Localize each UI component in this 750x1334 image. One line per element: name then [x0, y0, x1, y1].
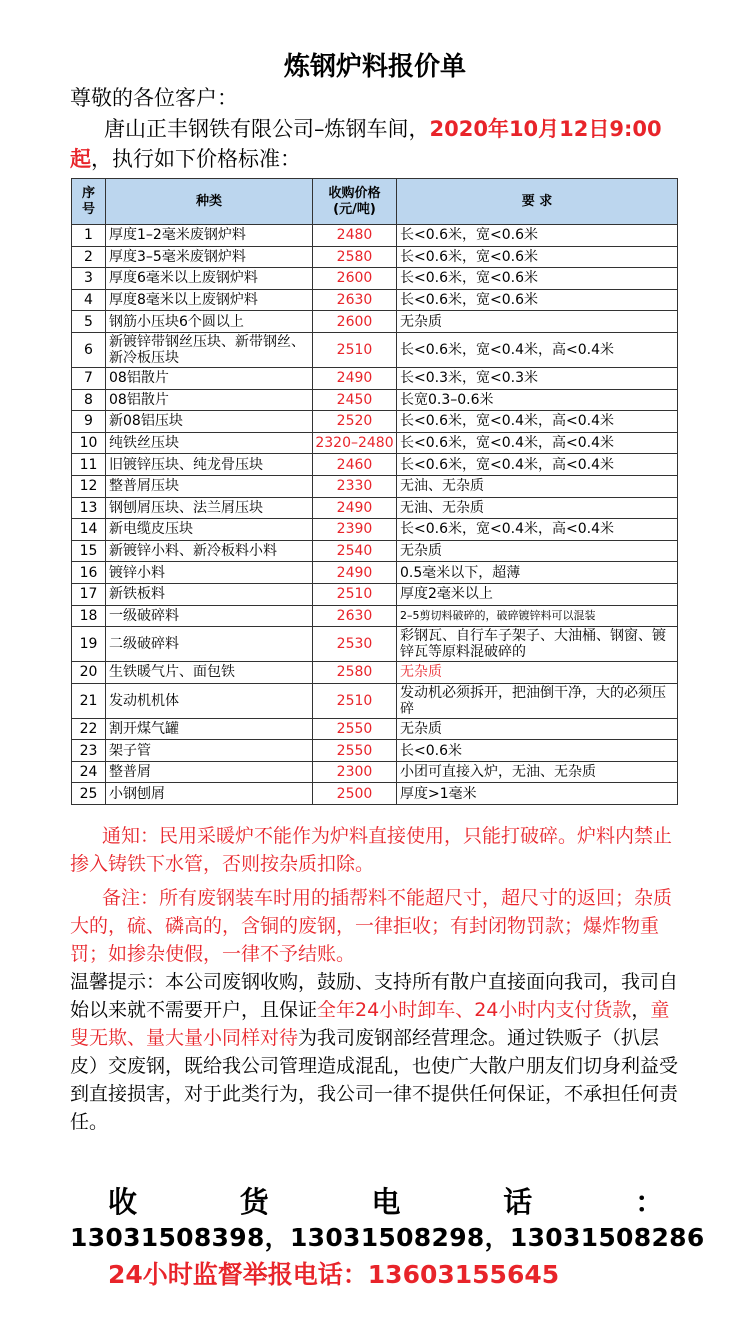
row-price: 2500: [313, 783, 397, 805]
row-type: 新镀锌小料、新冷板料小料: [106, 540, 313, 562]
table-row: [72, 497, 678, 519]
table-row: [72, 432, 678, 454]
row-price: 2490: [313, 497, 397, 519]
table-row: [72, 519, 678, 541]
row-requirement: 长<0.6米，宽<0.6米: [397, 268, 678, 290]
row-number: 2: [72, 246, 106, 268]
row-price: 2540: [313, 540, 397, 562]
tips-part1: 温馨提示：本公司废钢收购，鼓励、支持所有散户直接面向我司，我司自始以来就不需要开户，且保证: [70, 971, 679, 1021]
table-row: [72, 583, 678, 605]
row-requirement: 小团可直接入炉，无油、无杂质: [397, 761, 678, 783]
row-number: 20: [72, 662, 106, 684]
row-price: 2320–2480: [313, 432, 397, 454]
table-row: [72, 740, 678, 762]
row-number: 5: [72, 311, 106, 333]
table-row: [72, 761, 678, 783]
tips-highlight-24h: 全年24小时卸车、24小时内支付货款: [317, 999, 632, 1021]
tips-part3: 为我司废钢部经营理念。通过铁贩子（扒层皮）交废钢，既给我公司管理造成混乱，也使广大散户朋友们切身利益受到直接损害，对于此类行为，我公司一律不提供任何保证，不承担任何责任。: [70, 1027, 679, 1133]
row-type: 厚度8毫米以上废钢炉料: [106, 289, 313, 311]
table-row: [72, 783, 678, 805]
row-number: 11: [72, 454, 106, 476]
row-requirement: 长<0.6米，宽<0.6米: [397, 289, 678, 311]
row-type: 新铁板料: [106, 583, 313, 605]
tips-highlight-fair: 童叟无欺、量大量小同样对待: [70, 999, 670, 1049]
row-type: 割开煤气罐: [106, 718, 313, 740]
row-type: 旧镀锌压块、纯龙骨压块: [106, 454, 313, 476]
row-number: 7: [72, 367, 106, 389]
row-number: 24: [72, 761, 106, 783]
row-requirement: 长<0.3米，宽<0.3米: [397, 367, 678, 389]
row-type: 新镀锌带钢丝压块、新带钢丝、新冷板压块: [106, 332, 313, 367]
row-requirement: 长宽0.3–0.6米: [397, 389, 678, 411]
page-title: 炼钢炉料报价单: [283, 52, 466, 82]
table-row: [72, 475, 678, 497]
row-requirement: 彩钢瓦、自行车子架子、大油桶、钢窗、镀锌瓦等原料混破碎的: [397, 627, 678, 662]
row-type: 新电缆皮压块: [106, 519, 313, 541]
row-requirement: 长<0.6米，宽<0.4米，高<0.4米: [397, 519, 678, 541]
header-requirement: 要 求: [397, 179, 678, 225]
row-requirement: 无杂质: [397, 718, 678, 740]
table-row: [72, 246, 678, 268]
row-requirement: 0.5毫米以下，超薄: [397, 562, 678, 584]
row-price: 2520: [313, 411, 397, 433]
row-number: 15: [72, 540, 106, 562]
row-price: 2490: [313, 367, 397, 389]
row-price: 2600: [313, 311, 397, 333]
row-number: 23: [72, 740, 106, 762]
row-number: 12: [72, 475, 106, 497]
row-requirement: 长<0.6米，宽<0.6米: [397, 225, 678, 247]
row-number: 10: [72, 432, 106, 454]
row-type: 发动机机体: [106, 683, 313, 718]
row-requirement: 无杂质: [397, 540, 678, 562]
price-table: [71, 178, 678, 805]
row-price: 2480: [313, 225, 397, 247]
intro-prefix: 唐山正丰钢铁有限公司–炼钢车间，: [104, 117, 430, 141]
table-row: [72, 454, 678, 476]
row-requirement: 2–5剪切料破碎的，破碎镀锌料可以混装: [397, 605, 678, 627]
table-row: [72, 683, 678, 718]
row-number: 9: [72, 411, 106, 433]
row-requirement: 长<0.6米，宽<0.6米: [397, 246, 678, 268]
row-price: 2510: [313, 332, 397, 367]
row-price: 2330: [313, 475, 397, 497]
row-requirement: 长<0.6米，宽<0.4米，高<0.4米: [397, 332, 678, 367]
row-number: 19: [72, 627, 106, 662]
row-price: 2630: [313, 289, 397, 311]
table-row: [72, 605, 678, 627]
row-number: 13: [72, 497, 106, 519]
row-number: 17: [72, 583, 106, 605]
row-number: 22: [72, 718, 106, 740]
row-requirement: 长<0.6米，宽<0.4米，高<0.4米: [397, 432, 678, 454]
hotline: 24小时监督举报电话：13603155645: [108, 1260, 560, 1289]
row-price: 2510: [313, 583, 397, 605]
row-type: 生铁暖气片、面包铁: [106, 662, 313, 684]
row-price: 2460: [313, 454, 397, 476]
row-number: 1: [72, 225, 106, 247]
row-price: 2630: [313, 605, 397, 627]
row-price: 2530: [313, 627, 397, 662]
table-row: [72, 289, 678, 311]
row-number: 6: [72, 332, 106, 367]
row-price: 2510: [313, 683, 397, 718]
phones-label: [108, 1180, 664, 1221]
row-price: 2580: [313, 246, 397, 268]
greeting: 尊敬的各位客户：: [70, 86, 238, 110]
table-row: [72, 540, 678, 562]
row-requirement: 发动机必须拆开，把油倒干净，大的必须压碎: [397, 683, 678, 718]
row-type: 钢筋小压块6个圆以上: [106, 311, 313, 333]
phones-label-char: 话: [503, 1185, 533, 1219]
row-type: 厚度3–5毫米废钢炉料: [106, 246, 313, 268]
tips-part2: ，: [631, 999, 651, 1021]
row-requirement: 厚度>1毫米: [397, 783, 678, 805]
header-no: 序 号: [72, 179, 106, 225]
row-price: 2580: [313, 662, 397, 684]
row-price: 2550: [313, 740, 397, 762]
row-number: 8: [72, 389, 106, 411]
row-type: 架子管: [106, 740, 313, 762]
table-row: [72, 411, 678, 433]
row-type: 08铝散片: [106, 367, 313, 389]
header-type: 种类: [106, 179, 313, 225]
effective-date: 2020年10月12日9:00起: [70, 117, 662, 171]
row-type: 厚度1–2毫米废钢炉料: [106, 225, 313, 247]
tips-text: [70, 968, 680, 1136]
table-row: [72, 718, 678, 740]
row-number: 4: [72, 289, 106, 311]
row-number: 14: [72, 519, 106, 541]
remark-text: 备注：所有废钢装车时用的插帮料不能超尺寸，超尺寸的返回；杂质大的，硫、磷高的，含铜的废钢，一律拒收；有封闭物罚款；爆炸物重罚；如掺杂使假，一律不予结账。: [70, 887, 673, 965]
row-number: 16: [72, 562, 106, 584]
phones-label-char: 电: [371, 1185, 401, 1219]
row-type: 小钢刨屑: [106, 783, 313, 805]
row-type: 一级破碎料: [106, 605, 313, 627]
row-price: 2390: [313, 519, 397, 541]
notice-text: 通知：民用采暖炉不能作为炉料直接使用，只能打破碎。炉料内禁止掺入铸铁下水管，否则按杂质扣除。: [70, 825, 673, 875]
row-price: 2490: [313, 562, 397, 584]
table-header-row: [72, 179, 678, 225]
intro-text: [70, 114, 690, 174]
header-price: 收购价格 (元/吨): [313, 179, 397, 225]
table-row: [72, 562, 678, 584]
table-row: [72, 662, 678, 684]
row-type: 08铝散片: [106, 389, 313, 411]
row-type: 二级破碎料: [106, 627, 313, 662]
row-price: 2600: [313, 268, 397, 290]
row-requirement: 无杂质: [397, 662, 678, 684]
table-row: [72, 332, 678, 367]
row-requirement: 无油、无杂质: [397, 475, 678, 497]
row-number: 18: [72, 605, 106, 627]
intro-suffix: ，执行如下价格标准：: [91, 147, 301, 171]
table-row: [72, 268, 678, 290]
phone-numbers: 13031508398，13031508298，13031508286: [70, 1223, 705, 1252]
phones-label-char: 货: [239, 1185, 269, 1219]
row-price: 2450: [313, 389, 397, 411]
row-type: 整普屑: [106, 761, 313, 783]
row-requirement: 长<0.6米，宽<0.4米，高<0.4米: [397, 454, 678, 476]
row-number: 3: [72, 268, 106, 290]
row-price: 2300: [313, 761, 397, 783]
row-type: 新08铝压块: [106, 411, 313, 433]
table-row: [72, 225, 678, 247]
phones-label-char: 收: [108, 1185, 138, 1219]
row-requirement: 长<0.6米: [397, 740, 678, 762]
row-type: 钢刨屑压块、法兰屑压块: [106, 497, 313, 519]
row-number: 25: [72, 783, 106, 805]
phones-label-char: ：: [634, 1185, 664, 1219]
table-row: [72, 367, 678, 389]
row-number: 21: [72, 683, 106, 718]
row-requirement: 无杂质: [397, 311, 678, 333]
row-type: 镀锌小料: [106, 562, 313, 584]
table-row: [72, 627, 678, 662]
row-requirement: 长<0.6米，宽<0.4米，高<0.4米: [397, 411, 678, 433]
row-type: 厚度6毫米以上废钢炉料: [106, 268, 313, 290]
row-requirement: 厚度2毫米以上: [397, 583, 678, 605]
table-row: [72, 311, 678, 333]
row-requirement: 无油、无杂质: [397, 497, 678, 519]
row-type: 纯铁丝压块: [106, 432, 313, 454]
table-row: [72, 389, 678, 411]
row-type: 整普屑压块: [106, 475, 313, 497]
row-price: 2550: [313, 718, 397, 740]
